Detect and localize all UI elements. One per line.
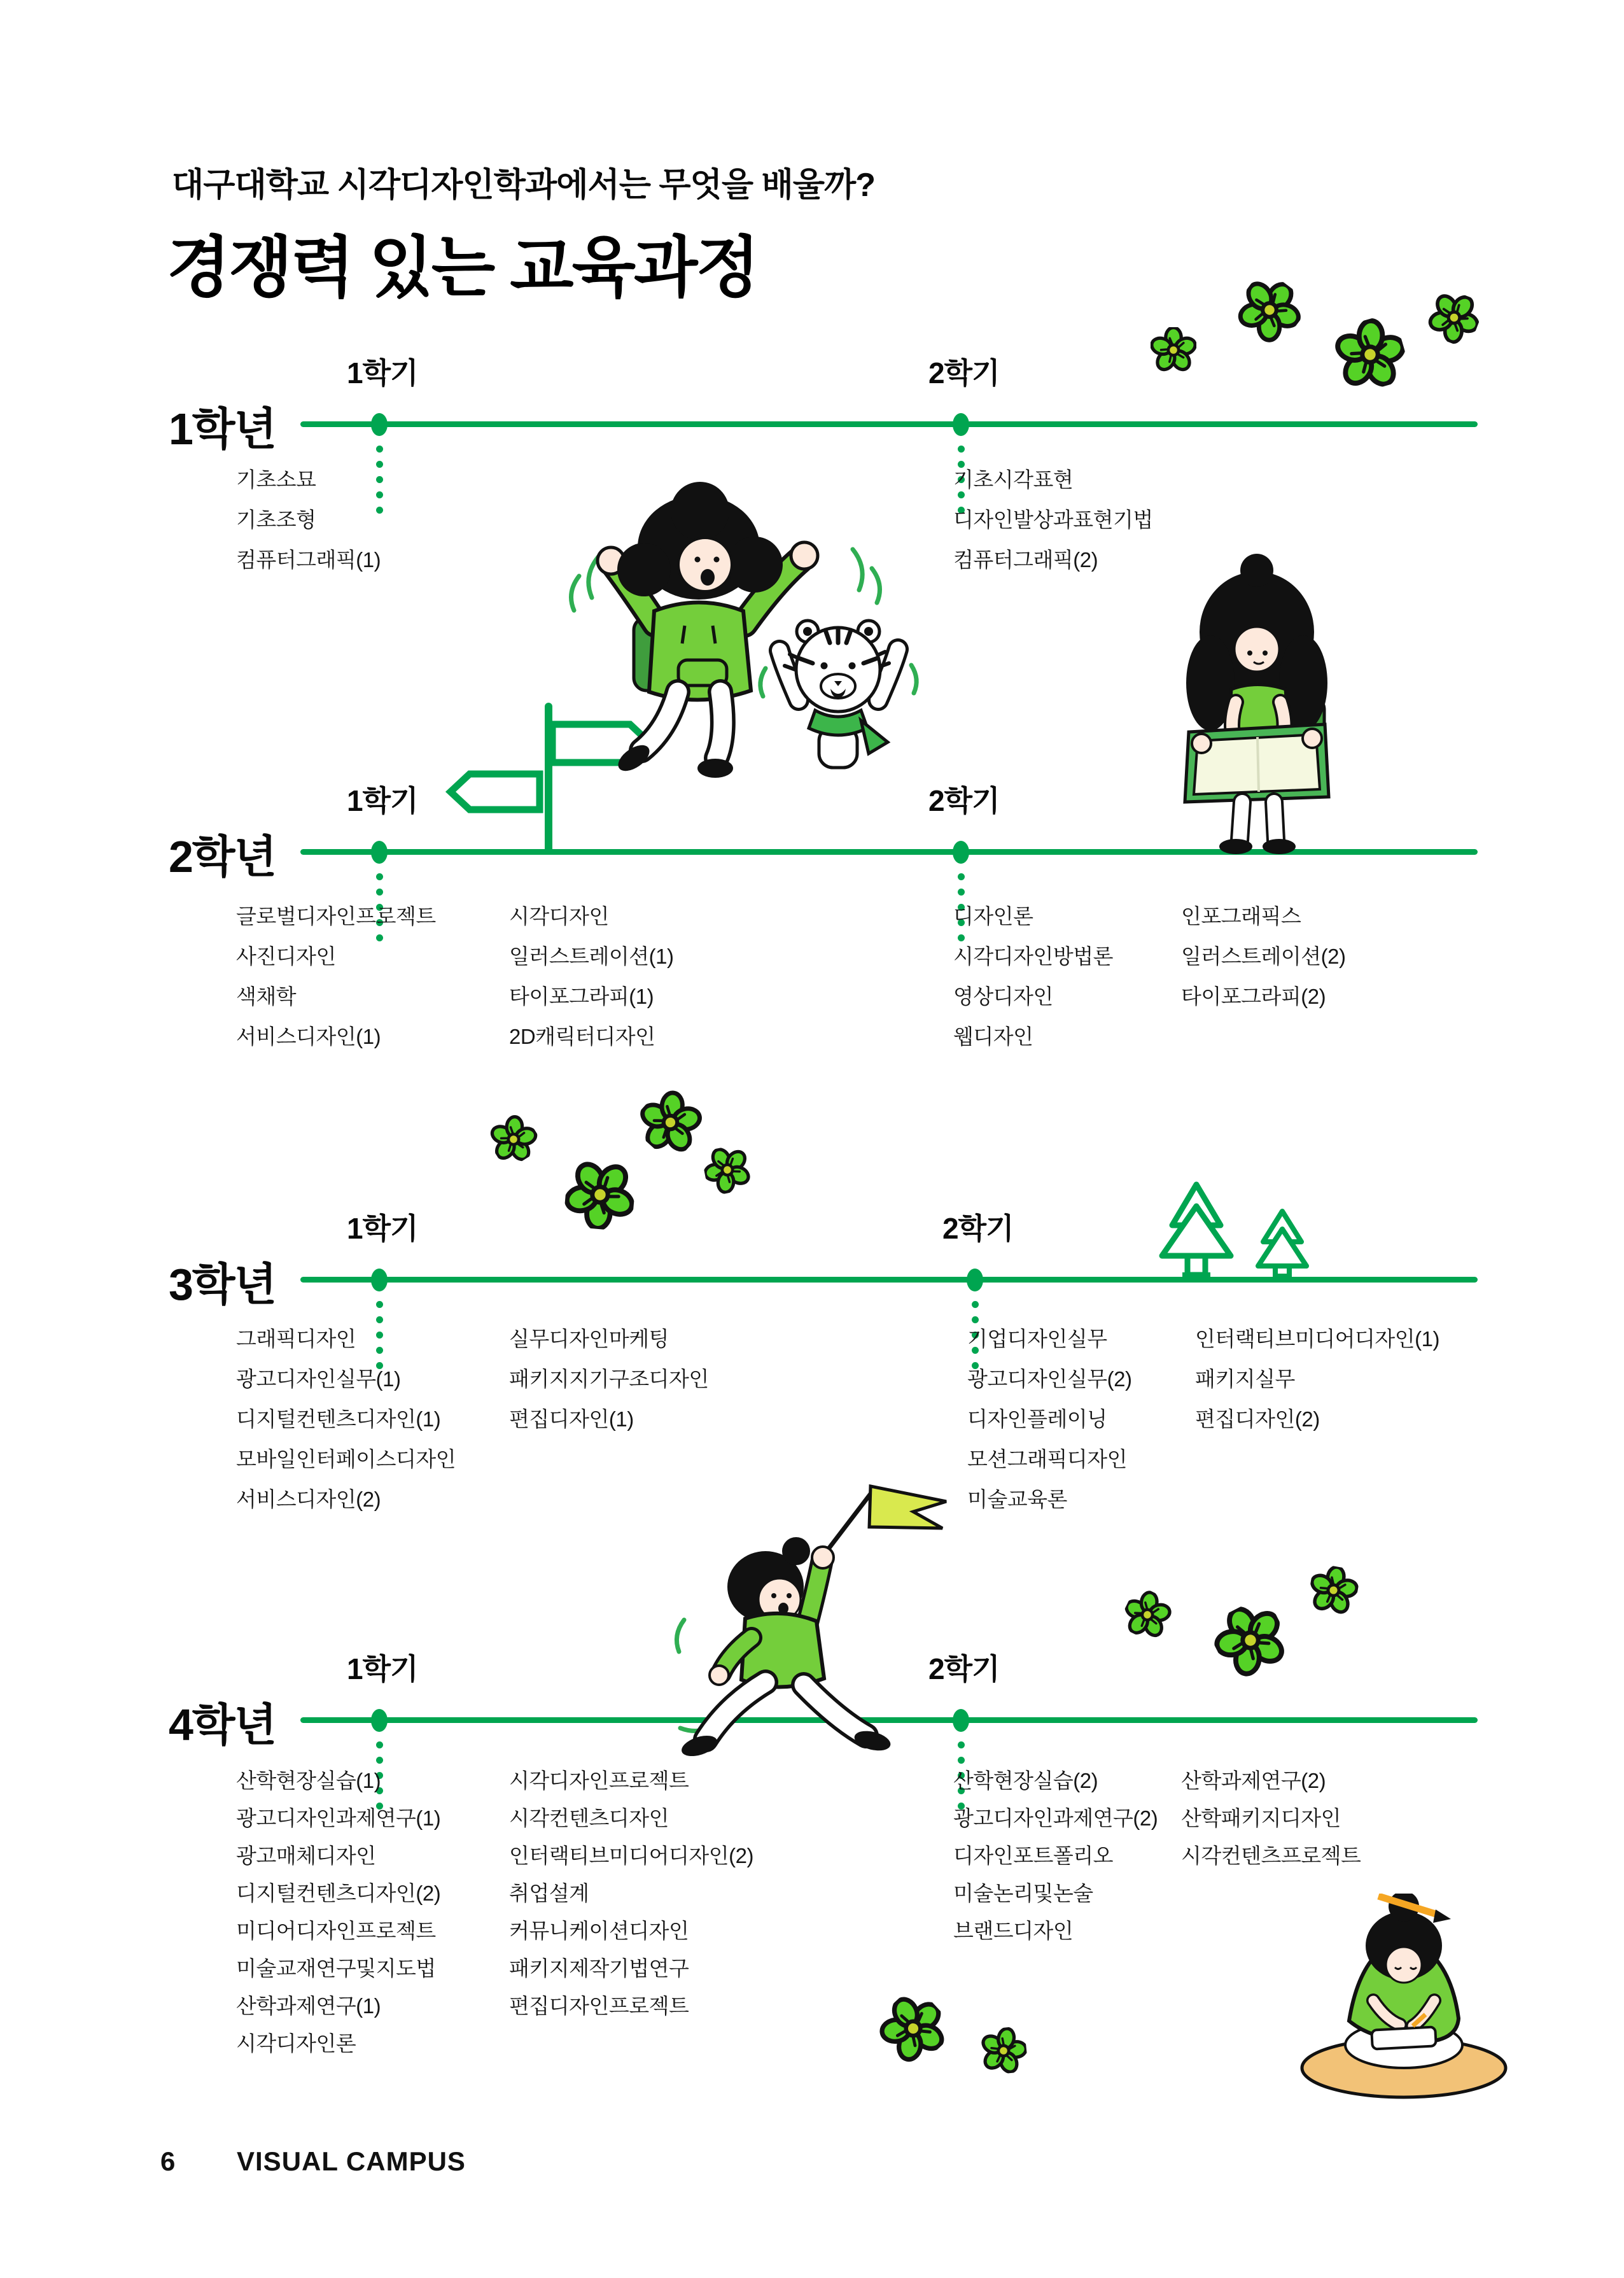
- semester-marker-dot: [953, 413, 969, 436]
- course-item: 사진디자인: [236, 945, 336, 968]
- course-item: 시각디자인론: [236, 2032, 356, 2055]
- flower-icon: [563, 1157, 637, 1232]
- semester-marker-dot: [371, 1709, 388, 1732]
- timeline-line: [300, 421, 1478, 427]
- course-item: 2D캐릭터디자인: [509, 1025, 655, 1048]
- flower-icon: [1327, 312, 1413, 397]
- flower-icon: [1204, 1594, 1296, 1686]
- semester-label: 2학기: [928, 356, 1000, 390]
- course-item: 산학현장실습(2): [953, 1769, 1098, 1792]
- course-item: 패키지실무: [1195, 1367, 1295, 1391]
- course-item: 모바일인터페이스디자인: [236, 1447, 456, 1471]
- course-item: 웹디자인: [953, 1025, 1033, 1048]
- course-item: 취업설계: [509, 1881, 589, 1905]
- course-item: 영상디자인: [953, 985, 1053, 1008]
- course-item: 커뮤니케이션디자인: [509, 1919, 689, 1943]
- course-item: 컴퓨터그래픽(2): [953, 548, 1098, 572]
- semester-label: 2학기: [928, 1652, 1000, 1685]
- semester-marker-dot: [967, 1269, 983, 1291]
- course-column: [509, 1319, 709, 1439]
- course-item: 타이포그라피(2): [1181, 985, 1326, 1008]
- flower-icon: [1151, 327, 1196, 373]
- page-number: 6: [160, 2146, 176, 2176]
- writing-student-illustration: [1297, 1894, 1510, 2104]
- dotted-tail-dot: [376, 446, 383, 453]
- semester-label: 1학기: [347, 1212, 418, 1245]
- course-item: 시각컨텐츠프로젝트: [1181, 1844, 1361, 1867]
- dotted-tail-dot: [972, 1301, 979, 1308]
- course-item: 시각디자인프로젝트: [509, 1769, 689, 1792]
- dotted-tail-dot: [958, 446, 965, 453]
- course-item: 편집디자인(2): [1195, 1407, 1320, 1431]
- course-item: 시각디자인방법론: [953, 945, 1114, 968]
- course-item: 광고디자인실무(1): [236, 1367, 401, 1391]
- course-item: 광고디자인과제연구(1): [236, 1806, 441, 1830]
- semester-marker-dot: [953, 841, 969, 864]
- flower-icon: [1422, 286, 1487, 350]
- course-item: 편집디자인(1): [509, 1407, 634, 1431]
- course-item: 디지털컨텐츠디자인(1): [236, 1407, 441, 1431]
- course-item: 서비스디자인(2): [236, 1487, 381, 1511]
- course-item: 광고매체디자인: [236, 1844, 376, 1867]
- course-column: [1181, 896, 1345, 1016]
- course-item: 디지털컨텐츠디자인(2): [236, 1881, 441, 1905]
- tiger-mascot-illustration: [754, 592, 923, 777]
- course-column: [509, 896, 673, 1057]
- footer-brand: VISUAL CAMPUS: [237, 2146, 466, 2176]
- dotted-tail-dot: [958, 873, 965, 880]
- course-column: [953, 460, 1153, 580]
- course-item: 그래픽디자인: [236, 1327, 356, 1351]
- course-column: [1195, 1319, 1439, 1439]
- course-item: 디자인발상과표현기법: [953, 508, 1153, 531]
- pine-trees-icon: [1145, 1181, 1330, 1286]
- course-item: 디자인포트폴리오: [953, 1844, 1114, 1867]
- course-item: 미술논리및논술: [953, 1881, 1093, 1905]
- course-item: 산학현장실습(1): [236, 1769, 381, 1792]
- year-label: 2학년: [169, 832, 276, 882]
- dotted-tail-dot: [958, 889, 965, 896]
- course-item: 미술교재연구및지도법: [236, 1957, 436, 1980]
- semester-label: 1학기: [347, 784, 418, 817]
- course-item: 인터랙티브미디어디자인(1): [1195, 1327, 1439, 1351]
- year-label: 1학년: [169, 404, 276, 454]
- course-item: 패키지제작기법연구: [509, 1957, 689, 1980]
- course-column: [236, 460, 381, 580]
- course-item: 색채학: [236, 985, 297, 1008]
- course-column: [1181, 1762, 1361, 1874]
- course-item: 인포그래픽스: [1181, 904, 1301, 928]
- semester-label: 1학기: [347, 1652, 418, 1685]
- course-item: 미디어디자인프로젝트: [236, 1919, 436, 1943]
- flower-icon: [482, 1107, 545, 1171]
- dotted-tail-dot: [376, 889, 383, 896]
- semester-label: 2학기: [928, 784, 1000, 817]
- course-item: 시각디자인: [509, 904, 609, 928]
- course-item: 미술교육론: [967, 1487, 1067, 1511]
- course-item: 기업디자인실무: [967, 1327, 1107, 1351]
- semester-label: 2학기: [942, 1212, 1014, 1245]
- course-item: 산학패키지디자인: [1181, 1806, 1341, 1830]
- semester-marker-dot: [371, 1269, 388, 1291]
- pencil-icon: [1433, 1909, 1451, 1923]
- flag: [869, 1486, 946, 1528]
- course-item: 편집디자인프로젝트: [509, 1994, 689, 2018]
- dotted-tail-dot: [376, 1741, 383, 1748]
- flower-icon: [1306, 1563, 1361, 1618]
- course-item: 광고디자인과제연구(2): [953, 1806, 1158, 1830]
- dotted-tail-dot: [958, 1741, 965, 1748]
- course-item: 산학과제연구(2): [1181, 1769, 1326, 1792]
- course-column: [953, 1762, 1158, 1950]
- course-column: [509, 1762, 753, 2025]
- course-item: 타이포그라피(1): [509, 985, 654, 1008]
- course-item: 디자인론: [953, 904, 1033, 928]
- course-item: 모션그래픽디자인: [967, 1447, 1128, 1471]
- course-item: 패키지지기구조디자인: [509, 1367, 709, 1391]
- year-label: 4학년: [169, 1700, 276, 1750]
- dotted-tail-dot: [376, 1301, 383, 1308]
- flag-running-student-illustration: [659, 1454, 958, 1760]
- course-item: 실무디자인마케팅: [509, 1327, 669, 1351]
- course-item: 기초조형: [236, 508, 316, 531]
- course-column: [967, 1319, 1131, 1519]
- map-reading-student-illustration: [1165, 552, 1355, 858]
- course-item: 기초소묘: [236, 468, 316, 491]
- course-column: [236, 896, 436, 1057]
- course-item: 광고디자인실무(2): [967, 1367, 1132, 1391]
- course-item: 브랜드디자인: [953, 1919, 1074, 1943]
- course-column: [953, 896, 1113, 1057]
- course-item: 서비스디자인(1): [236, 1025, 381, 1048]
- course-item: 기초시각표현: [953, 468, 1074, 491]
- year-label: 3학년: [169, 1260, 276, 1309]
- course-item: 컴퓨터그래픽(1): [236, 548, 381, 572]
- course-column: [236, 1319, 456, 1519]
- course-item: 인터랙티브미디어디자인(2): [509, 1844, 753, 1867]
- flower-icon: [1117, 1584, 1178, 1645]
- course-item: 산학과제연구(1): [236, 1994, 381, 2018]
- semester-marker-dot: [371, 841, 388, 864]
- course-item: 일러스트레이션(1): [509, 945, 674, 968]
- course-item: 일러스트레이션(2): [1181, 945, 1346, 968]
- flower-icon: [978, 2025, 1028, 2076]
- flower-icon: [868, 1983, 958, 2073]
- semester-marker-dot: [371, 413, 388, 436]
- course-item: 시각컨텐츠디자인: [509, 1806, 669, 1830]
- flower-icon: [1227, 267, 1312, 353]
- course-item: 디자인플레이닝: [967, 1407, 1107, 1431]
- page-subtitle: 대구대학교 시각디자인학과에서는 무엇을 배울까?: [172, 167, 875, 204]
- course-item: 글로벌디자인프로젝트: [236, 904, 436, 928]
- course-column: [236, 1762, 440, 2062]
- dotted-tail-dot: [376, 873, 383, 880]
- page-title: 경쟁력 있는 교육과정: [167, 231, 758, 305]
- flower-icon: [701, 1143, 754, 1197]
- semester-label: 1학기: [347, 356, 418, 390]
